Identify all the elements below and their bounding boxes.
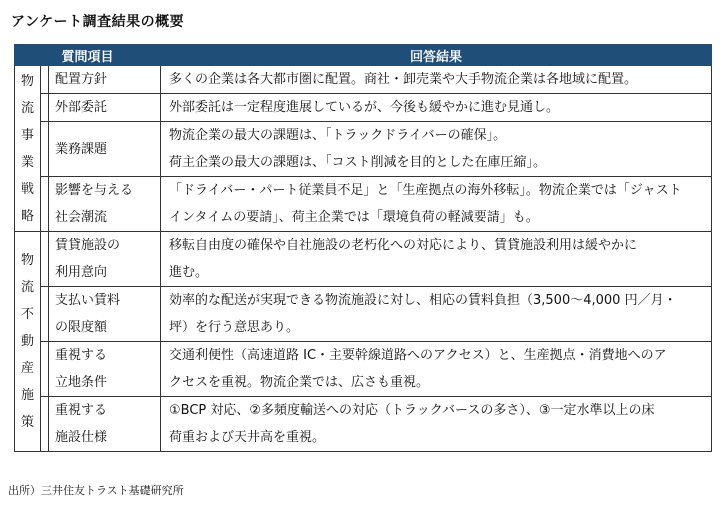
indent-gap [41, 287, 49, 342]
answer-cell [161, 177, 712, 232]
question-item-text: 利用意向 [55, 265, 108, 280]
table-row [15, 397, 712, 452]
survey-summary-table [14, 44, 712, 452]
answer-text: 坪）を行う意思あり。 [169, 320, 300, 335]
question-item-text: 支払い賃料 [55, 293, 121, 308]
answer-cell [161, 94, 712, 122]
table-row [15, 122, 712, 177]
answer-text: ①BCP 対応、②多頻度輸送への対応（トラックバースの多さ）、③一定水準以上の床 [169, 403, 655, 418]
header-item: 質問項目 [15, 45, 161, 66]
answer-text: 移転自由度の確保や自社施設の老朽化への対応により、賃貸施設利用は緩やかに [169, 238, 638, 253]
question-item-text: 立地条件 [55, 375, 108, 390]
answer-text: 荷重および天井高を重視。 [169, 430, 326, 445]
answer-text: 荷主企業の最大の課題は、「コスト削減を目的とした在庫圧縮」。 [169, 155, 547, 170]
source-note: 出所）三井住友トラスト基礎研究所 [8, 484, 184, 497]
question-item-cell [49, 177, 161, 232]
category-char: 流 [20, 280, 34, 295]
answer-text: インタイムの要請」、荷主企業では「環境負荷の軽減要請」も。 [169, 210, 539, 225]
question-item-text: 業務課題 [55, 141, 108, 157]
question-item-cell [49, 66, 161, 94]
answer-cell [161, 232, 712, 287]
category-char: 略 [20, 208, 34, 224]
category-char: 産 [20, 361, 34, 376]
indent-gap [41, 177, 49, 232]
category-char: 不 [20, 307, 34, 322]
category-cell [15, 232, 41, 452]
indent-gap [41, 397, 49, 452]
answer-text: 交通利便性（高速道路 IC・主要幹線道路へのアクセス）と、生産拠点・消費地へのア [169, 348, 667, 363]
indent-gap [41, 66, 49, 94]
question-item-text: 配置方針 [55, 72, 108, 87]
question-item-cell [49, 232, 161, 287]
indent-gap [41, 232, 49, 287]
header-answer: 回答結果 [161, 45, 712, 66]
question-item-text: 重視する [55, 403, 108, 418]
answer-cell [161, 66, 712, 94]
question-item-text: 賃貸施設の [55, 238, 121, 253]
answer-text: 進む。 [169, 265, 209, 280]
answer-cell [161, 342, 712, 397]
category-char: 物 [20, 73, 34, 89]
category-char: 施 [20, 388, 34, 403]
table-row [15, 177, 712, 232]
answer-text: 多くの企業は各大都市圏に配置。商社・卸売業や大手物流企業は各地域に配置。 [169, 72, 638, 87]
table-row [15, 342, 712, 397]
indent-gap [41, 122, 49, 177]
answer-text: 「ドライバー・パート従業員不足」と「生産拠点の海外移転」。物流企業では「ジャスト [169, 183, 682, 198]
question-item-text: 施設仕様 [55, 430, 108, 445]
question-item-cell [49, 94, 161, 122]
category-char: 戦 [20, 181, 34, 197]
question-item-text: の限度額 [55, 320, 108, 335]
table-row [15, 66, 712, 94]
answer-text: 効率的な配送が実現できる物流施設に対し、相応の賃料負担（3,500～4,000 円／月・ [169, 293, 677, 308]
page-title: アンケート調査結果の概要 [11, 14, 185, 30]
table-row [15, 287, 712, 342]
category-char: 業 [20, 154, 34, 170]
answer-cell [161, 287, 712, 342]
category-cell [15, 66, 41, 232]
question-item-text: 重視する [55, 348, 108, 363]
question-item-text: 外部委託 [55, 100, 108, 115]
category-char: 物 [20, 253, 34, 268]
table-row [15, 94, 712, 122]
answer-text: 物流企業の最大の課題は、「トラックドライバーの確保」。 [169, 128, 507, 143]
indent-gap [41, 94, 49, 122]
category-char: 動 [20, 334, 34, 349]
question-item-cell [49, 397, 161, 452]
answer-text: クセスを重視。物流企業では、広さも重視。 [169, 375, 430, 390]
answer-text: 外部委託は一定程度進展しているが、今後も緩やかに進む見通し。 [169, 100, 560, 115]
question-item-text: 社会潮流 [55, 210, 108, 225]
indent-gap [41, 342, 49, 397]
question-item-cell [49, 122, 161, 177]
question-item-text: 影響を与える [55, 183, 134, 198]
category-char: 流 [20, 100, 34, 116]
question-item-cell [49, 342, 161, 397]
category-char: 事 [20, 127, 34, 143]
table-row [15, 232, 712, 287]
question-item-cell [49, 287, 161, 342]
answer-cell [161, 397, 712, 452]
table-header-row [15, 45, 712, 66]
category-char: 策 [20, 415, 34, 430]
table-body [15, 66, 712, 452]
answer-cell [161, 122, 712, 177]
